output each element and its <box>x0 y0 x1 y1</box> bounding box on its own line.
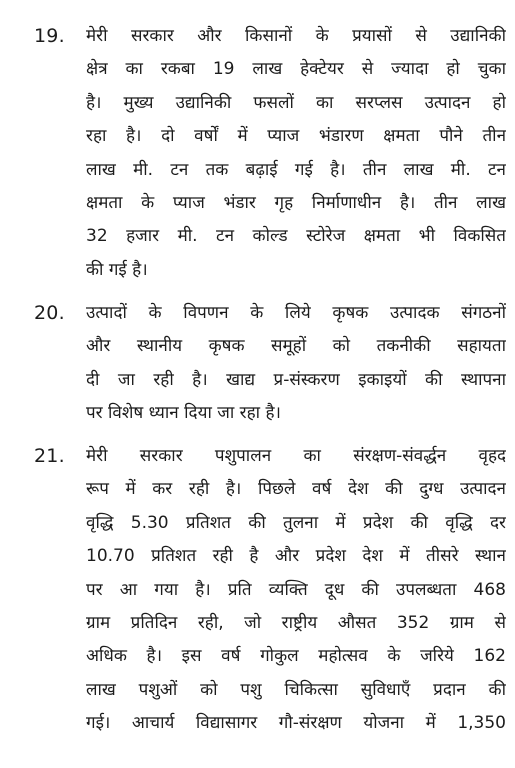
paragraph-number: 20. <box>34 302 65 324</box>
text-line: क्षमता के प्याज भंडार गृह निर्माणाधीन है। तीन लाख <box>86 192 506 213</box>
text-line: है। मुख्य उद्यानिकी फसलों का सरप्लस उत्पादन हो <box>86 92 506 113</box>
text-line: ग्राम प्रतिदिन रही, जो राष्ट्रीय औसत 352 ग्राम से <box>86 612 506 633</box>
text-line: वृद्धि 5.30 प्रतिशत की तुलना में प्रदेश की वृद्धि दर <box>86 512 506 533</box>
paragraph-number: 19. <box>34 25 65 47</box>
paragraph-text <box>86 20 506 287</box>
text-line: रूप में कर रही है। पिछले वर्ष देश की दुग्ध उत्पादन <box>86 479 506 500</box>
text-line: दी जा रही है। खाद्य प्र-संस्करण इकाइयों की स्थापना <box>86 369 506 390</box>
text-line: और स्थानीय कृषक समूहों को तकनीकी सहायता <box>86 336 506 357</box>
text-line: की गई है। <box>86 259 148 280</box>
text-line: लाख पशुओं को पशु चिकित्सा सुविधाएँ प्रदान की <box>86 679 506 700</box>
text-line: अधिक है। इस वर्ष गोकुल महोत्सव के जरिये 162 <box>86 646 506 667</box>
text-line: गई। आचार्य विद्यासागर गौ-संरक्षण योजना में 1,350 <box>86 713 506 734</box>
paragraph-text <box>86 440 506 741</box>
text-line: पर आ गया है। प्रति व्यक्ति दूध की उपलब्धता 468 <box>86 579 506 600</box>
paragraph-text <box>86 297 506 431</box>
text-line: 32 हजार मी. टन कोल्ड स्टोरेज क्षमता भी विकसित <box>86 226 506 247</box>
text-line: रहा है। दो वर्षों में प्याज भंडारण क्षमता पौने तीन <box>86 126 506 147</box>
paragraph-number: 21. <box>34 445 65 467</box>
text-line: मेरी सरकार और किसानों के प्रयासों से उद्यानिकी <box>86 26 506 46</box>
text-line: पर विशेष ध्यान दिया जा रहा है। <box>86 403 281 424</box>
text-line: क्षेत्र का रकबा 19 लाख हेक्टेयर से ज्यादा हो चुका <box>86 59 506 80</box>
text-line: लाख मी. टन तक बढ़ाई गई है। तीन लाख मी. टन <box>86 159 506 180</box>
text-line: 10.70 प्रतिशत रही है और प्रदेश देश में तीसरे स्थान <box>86 546 506 567</box>
text-line: मेरी सरकार पशुपालन का संरक्षण-संवर्द्धन वृहद <box>86 446 506 466</box>
text-line: उत्पादों के विपणन के लिये कृषक उत्पादक संगठनों <box>86 303 506 323</box>
